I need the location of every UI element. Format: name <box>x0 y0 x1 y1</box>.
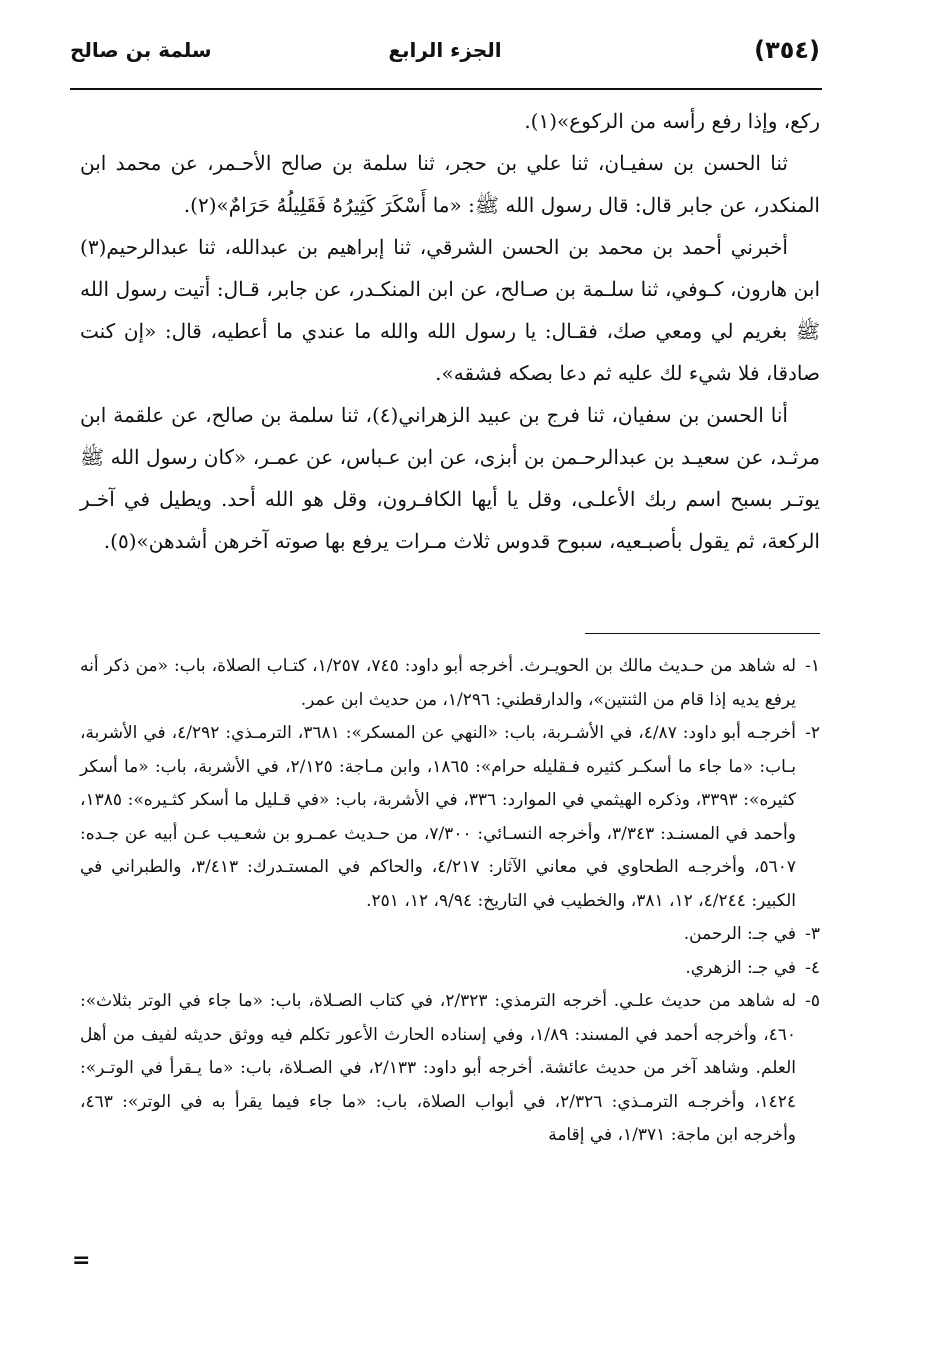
footnotes <box>80 650 820 1153</box>
footnote-item <box>80 918 820 952</box>
footnote-text: في جـ: الزهري. <box>685 957 796 978</box>
footnote-number: ٥- <box>805 991 821 1011</box>
paragraph: أخبرني أحمد بن محمد بن الحسن الشرقي، ثنا إبراهيم بن عبدالله، ثنا عبدالرحيم(٣) ابن هارون، كـوفي، ثنا سلـمة بن صـالح، عن ابن المنكـدر، عن جابر، قـال: أتيت رسول الله ﷺ بغريم لي ومعي صك، فقـال: يا رسول الله والله ما عندي ما أعطيه، قال: «إن كنت صادقا، فلا شيء لك عليه ثم دعا بصكه فشقه». <box>80 235 820 385</box>
footnote-text: في جـ: الرحمن. <box>683 924 796 944</box>
footnote-text: له شاهد من حـديث مالك بن الحويـرث. أخرجه أبو داود: ٧٤٥، ١/٢٥٧، كتـاب الصلاة، باب: «من ذكر أنه يرفع يديه إذا قام من الثنتين»، والدارقطني: ١/٢٩٦، من حديث ابن عمر. <box>80 656 796 710</box>
page-number: (٣٥٤) <box>754 36 820 64</box>
footnote-item <box>80 952 820 986</box>
footnote-number: ٣- <box>805 924 820 944</box>
section-narrator-title: سلمة بن صالح <box>70 38 212 62</box>
header-rule <box>70 88 822 90</box>
footnote-separator <box>585 633 820 634</box>
footnote-item <box>80 985 820 1153</box>
main-text <box>80 100 820 562</box>
paragraph: أنا الحسن بن سفيان، ثنا فرج بن عبيد الزهراني(٤)، ثنا سلمة بن صالح، عن علقمة ابن مرثـد، عن سعيـد بن عبدالرحـمن بن أبزى، عن ابن عـباس، عن عمـر، «كان رسول الله ﷺ يوتـر بسبح اسم ربك الأعلـى، وقل يا أيها الكافـرون، وقل هو الله أحد. ويطيل في آخـر الركعة، ثم يقول بأصبـعيه، سبوح قدوس ثلاث مـرات يرفع بها صوته آخرهن أشدهن»(٥). <box>80 403 820 553</box>
page-header <box>70 30 820 80</box>
volume-title: الجزء الرابع <box>388 38 502 62</box>
footnote-item <box>80 650 820 717</box>
continuation-mark: = <box>72 1248 91 1273</box>
footnote-text: له شاهد من حديث علـي. أخرجه الترمذي: ٢/٣٢٣، في كتاب الصـلاة، باب: «ما جاء في الوتر بثلاث»: ٤٦٠، وأخرجه أحمد في المسند: ١/٨٩، وفي إسناده الحارث الأعور تكلم فيه ووثق حديثه لفيف من أهل العلم. وشاهد آخر من حديث عائشة. أخرجه أبو داود: ٢/١٣٣، في الصـلاة، باب: «ما يـقرأ في الوتـر»: ١٤٢٤، وأخرجـه الترمـذي: ٢/٣٢٦، في أبواب الصلاة، باب: «ما جاء فيما يقرأ به في الوتر»: ٤٦٣، وأخرجه ابن ماجة: ١/٣٧١، في إقامة <box>80 991 797 1145</box>
footnote-number: ٤- <box>805 957 820 978</box>
footnote-item <box>80 717 820 918</box>
footnote-text: أخرجـه أبو داود: ٤/٨٧، في الأشـربة، باب: «النهي عن المسكر»: ٣٦٨١، الترمـذي: ٤/٢٩٢، في الأشربة، بـاب: «ما جاء ما أسكـر كثيره فـقليله حرام»: ١٨٦٥، وابن مـاجة: ٢/١٢٥، في الأشربة، باب: «ما أسكر كثيره»: ٣٣٩٣، وذكره الهيثمي في الموارد: ٣٣٦، في الأشربة، باب: «في قـليل ما أسكر كثـيره»: ١٣٨٥، وأحمد في المسنـد: ٣/٣٤٣، وأخرجه النسـائي: ٧/٣٠٠، من حـديث عمـرو بن شعـيب عـن أبيه عن جـده: ٥٦٠٧، وأخرجـه الطحاوي في معاني الآثار: ٤/٢١٧، والحاكم في المستـدرك: ٣/٤١٣، والطبراني في الكبير: ٤/٢٤٤، ١٢، ٣٨١، والخطيب في التاريخ: ٩/٩٤، ١٢، ٢٥١. <box>80 723 797 911</box>
paragraph: ركع، وإذا رفع رأسه من الركوع»(١). <box>524 109 820 133</box>
footnote-number: ١- <box>805 656 820 676</box>
footnote-number: ٢- <box>805 723 820 743</box>
paragraph: ثنا الحسن بن سفيـان، ثنا علي بن حجر، ثنا سلمة بن صالح الأحـمر، عن محمد ابن المنكدر، عن جابر قال: قال رسول الله ﷺ: «ما أَسْكَرَ كَثِيرُهُ فَقَلِيلُهُ حَرَامٌ»(٢). <box>80 151 820 217</box>
